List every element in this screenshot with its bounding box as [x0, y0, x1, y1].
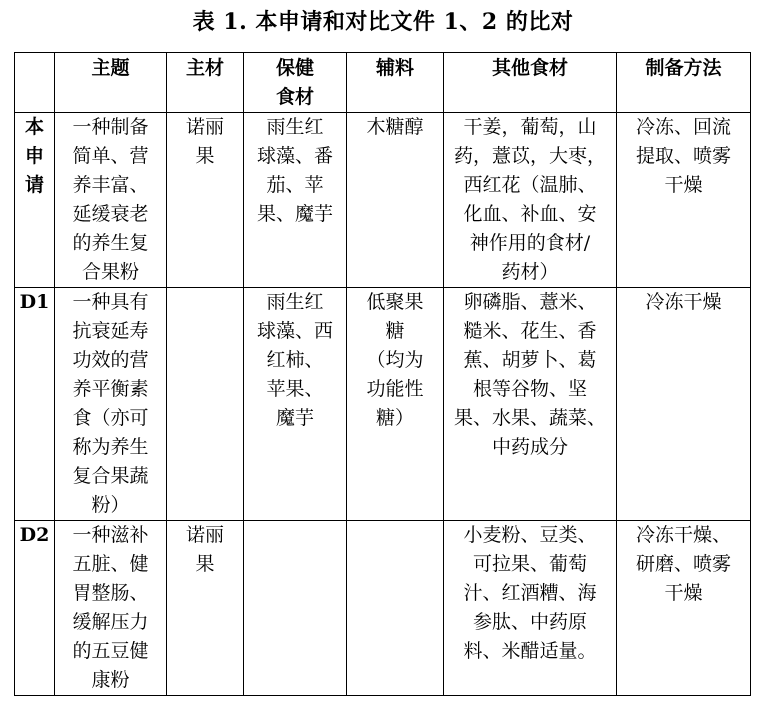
header-cell-health-ingredients: 保健 食材	[244, 53, 347, 113]
cell-auxiliary: 低聚果 糖 （均为 功能性 糖）	[347, 288, 444, 521]
cell-auxiliary	[347, 521, 444, 696]
header-cell-corner	[15, 53, 55, 113]
header-cell-other-ingredients: 其他食材	[444, 53, 617, 113]
header-cell-auxiliary: 辅料	[347, 53, 444, 113]
cell-main-material	[167, 288, 244, 521]
table-row-present-application	[15, 113, 751, 288]
table-row-d2	[15, 521, 751, 696]
header-cell-preparation-method: 制备方法	[617, 53, 751, 113]
row-label: D1	[15, 288, 55, 521]
table-title: 表 1. 本申请和对比文件 1、2 的比对	[192, 9, 574, 35]
cell-other-ingredients: 卵磷脂、薏米、 糙米、花生、香 蕉、胡萝卜、葛 根等谷物、坚 果、水果、蔬菜、 中药成分	[444, 288, 617, 521]
cell-preparation-method: 冷冻干燥	[617, 288, 751, 521]
cell-subject: 一种滋补 五脏、健 胃整肠、 缓解压力 的五豆健 康粉	[55, 521, 167, 696]
cell-preparation-method: 冷冻干燥、 研磨、喷雾 干燥	[617, 521, 751, 696]
header-row	[15, 53, 751, 113]
header-cell-main-material: 主材	[167, 53, 244, 113]
cell-other-ingredients: 小麦粉、豆类、 可拉果、葡萄 汁、红酒糟、海 参肽、中药原 料、米醋适量。	[444, 521, 617, 696]
cell-main-material: 诺丽 果	[167, 113, 244, 288]
comparison-table	[14, 52, 751, 696]
cell-auxiliary: 木糖醇	[347, 113, 444, 288]
cell-subject: 一种制备 简单、营 养丰富、 延缓衰老 的养生复 合果粉	[55, 113, 167, 288]
row-label: 本 申 请	[15, 113, 55, 288]
cell-other-ingredients: 干姜，葡萄，山 药，薏苡，大枣， 西红花（温肺、 化血、补血、安 神作用的食材/ 药材）	[444, 113, 617, 288]
table-row-d1	[15, 288, 751, 521]
cell-preparation-method: 冷冻、回流 提取、喷雾 干燥	[617, 113, 751, 288]
cell-health-ingredients: 雨生红 球藻、西 红柿、 苹果、 魔芋	[244, 288, 347, 521]
cell-health-ingredients: 雨生红 球藻、番 茄、苹 果、魔芋	[244, 113, 347, 288]
cell-subject: 一种具有 抗衰延寿 功效的营 养平衡素 食（亦可 称为养生 复合果蔬 粉）	[55, 288, 167, 521]
header-cell-subject: 主题	[55, 53, 167, 113]
cell-main-material: 诺丽 果	[167, 521, 244, 696]
row-label: D2	[15, 521, 55, 696]
cell-health-ingredients	[244, 521, 347, 696]
